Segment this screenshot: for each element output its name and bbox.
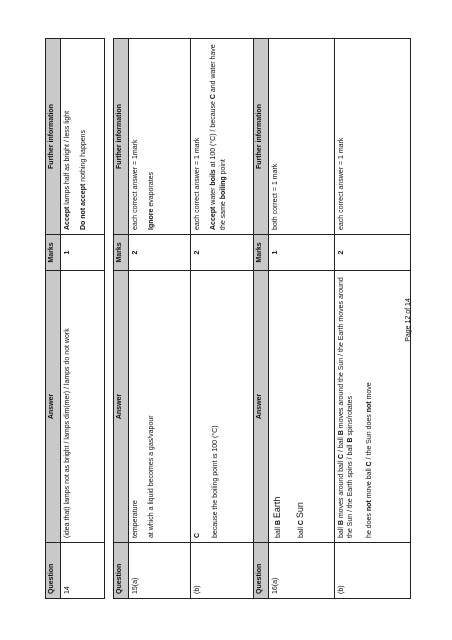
further-text: point <box>219 159 227 177</box>
table-row-q15b <box>191 39 263 599</box>
answer-line-2: at which a liquid becomes a gas/vapour <box>148 415 156 538</box>
answer-text: he does <box>365 511 373 538</box>
ignore-label: Ignore <box>148 208 156 230</box>
answer-text: move ball <box>365 466 373 501</box>
answer-line-1: temperature <box>132 500 139 538</box>
answer-text: moves around the Sun / the Earth moves around the Sun / the Earth spins / ball <box>338 277 355 538</box>
further-info-cell <box>191 39 263 235</box>
header-marks: Marks <box>254 235 269 271</box>
answer-text: ball <box>275 525 282 538</box>
table-row-q14 <box>61 39 105 599</box>
answer-text: spins/rotates <box>347 395 355 438</box>
answer-line-1: C <box>194 532 201 538</box>
answer-text: / ball <box>338 435 345 454</box>
ball-name: Sun <box>295 502 306 519</box>
header-marks: Marks <box>114 235 129 271</box>
mark-scheme-table-15 <box>113 38 263 599</box>
answer-cell <box>335 271 411 543</box>
marks-value: 2 <box>191 235 263 271</box>
mark-scheme-table-16 <box>253 38 411 599</box>
header-question: Question <box>114 543 129 599</box>
header-answer: Answer <box>46 271 61 543</box>
further-text: at 100 (°C) / because <box>210 99 218 170</box>
answer-text: ball <box>298 525 306 538</box>
further-info-cell: each correct answer = 1 mark <box>335 39 411 235</box>
header-further-info: Further information <box>114 39 129 235</box>
question-number: (b) <box>335 543 411 599</box>
header-further-info: Further information <box>46 39 61 235</box>
marks-value: 1 <box>269 235 335 271</box>
table-row-q16a <box>269 39 335 599</box>
answer-text: / the Sun does <box>365 412 373 462</box>
table-row-q16b <box>335 39 411 599</box>
table-header-row <box>114 39 129 599</box>
answer-text-bold: B <box>338 430 345 436</box>
do-not-accept-text: nothing happens <box>80 129 88 184</box>
question-number: (b) <box>191 543 263 599</box>
further-info-cell <box>129 39 191 235</box>
marks-value: 2 <box>335 235 411 271</box>
accept-text: lamps half as bright / less light <box>64 110 71 207</box>
ball-letter: C <box>298 520 306 526</box>
page-footer: Page 12 of 14 <box>405 298 412 342</box>
further-text-bold: boils <box>210 169 218 186</box>
marks-value: 2 <box>129 235 191 271</box>
ball-letter: B <box>275 520 282 526</box>
question-number: 14 <box>61 543 105 599</box>
further-line-1: each correct answer = 1 mark <box>194 137 201 230</box>
answer-text-bold: C <box>338 453 345 459</box>
header-question: Question <box>46 543 61 599</box>
answer-cell <box>129 271 191 543</box>
accept-label: Accept <box>210 206 218 230</box>
mark-scheme-table-14 <box>45 38 105 599</box>
answer-cell <box>191 271 263 543</box>
further-text-bold: boiling <box>219 176 227 200</box>
answer-text: (idea that) lamps not as bright / lamps dim(mer) / lamps do not work <box>61 271 105 543</box>
answer-text: moves around ball <box>338 459 345 521</box>
answer-cell <box>269 271 335 543</box>
further-text: and water have the same <box>210 44 227 230</box>
further-text-bold: C <box>210 94 218 100</box>
ignore-text: evaporates <box>148 172 156 209</box>
answer-text-bold: B <box>338 520 345 526</box>
table-header-row <box>46 39 61 599</box>
answer-line-2: because the boiling point is 100 (°C) <box>212 425 220 538</box>
answer-text: move <box>365 382 373 402</box>
question-number: 16(a) <box>269 543 335 599</box>
further-text: water <box>210 185 218 207</box>
header-answer: Answer <box>114 271 129 543</box>
marks-value: 1 <box>61 235 105 271</box>
answer-text: ball <box>338 525 345 538</box>
header-marks: Marks <box>46 235 61 271</box>
table-header-row <box>254 39 269 599</box>
answer-text-bold: not <box>365 401 373 413</box>
header-answer: Answer <box>254 271 269 543</box>
table-row-q15a <box>129 39 191 599</box>
ball-name: Earth <box>272 496 282 519</box>
further-info-cell <box>61 39 105 235</box>
answer-text-bold: not <box>365 500 373 512</box>
further-info-cell: both correct = 1 mark <box>269 39 335 235</box>
header-further-info: Further information <box>254 39 269 235</box>
answer-text-bold: C <box>365 461 373 467</box>
question-number: 15(a) <box>129 543 191 599</box>
header-question: Question <box>254 543 269 599</box>
further-line-1: each correct answer = 1mark <box>132 139 139 230</box>
accept-label: Accept <box>64 206 71 230</box>
do-not-accept-label: Do not accept <box>80 183 88 230</box>
answer-text-bold: B <box>347 437 355 443</box>
